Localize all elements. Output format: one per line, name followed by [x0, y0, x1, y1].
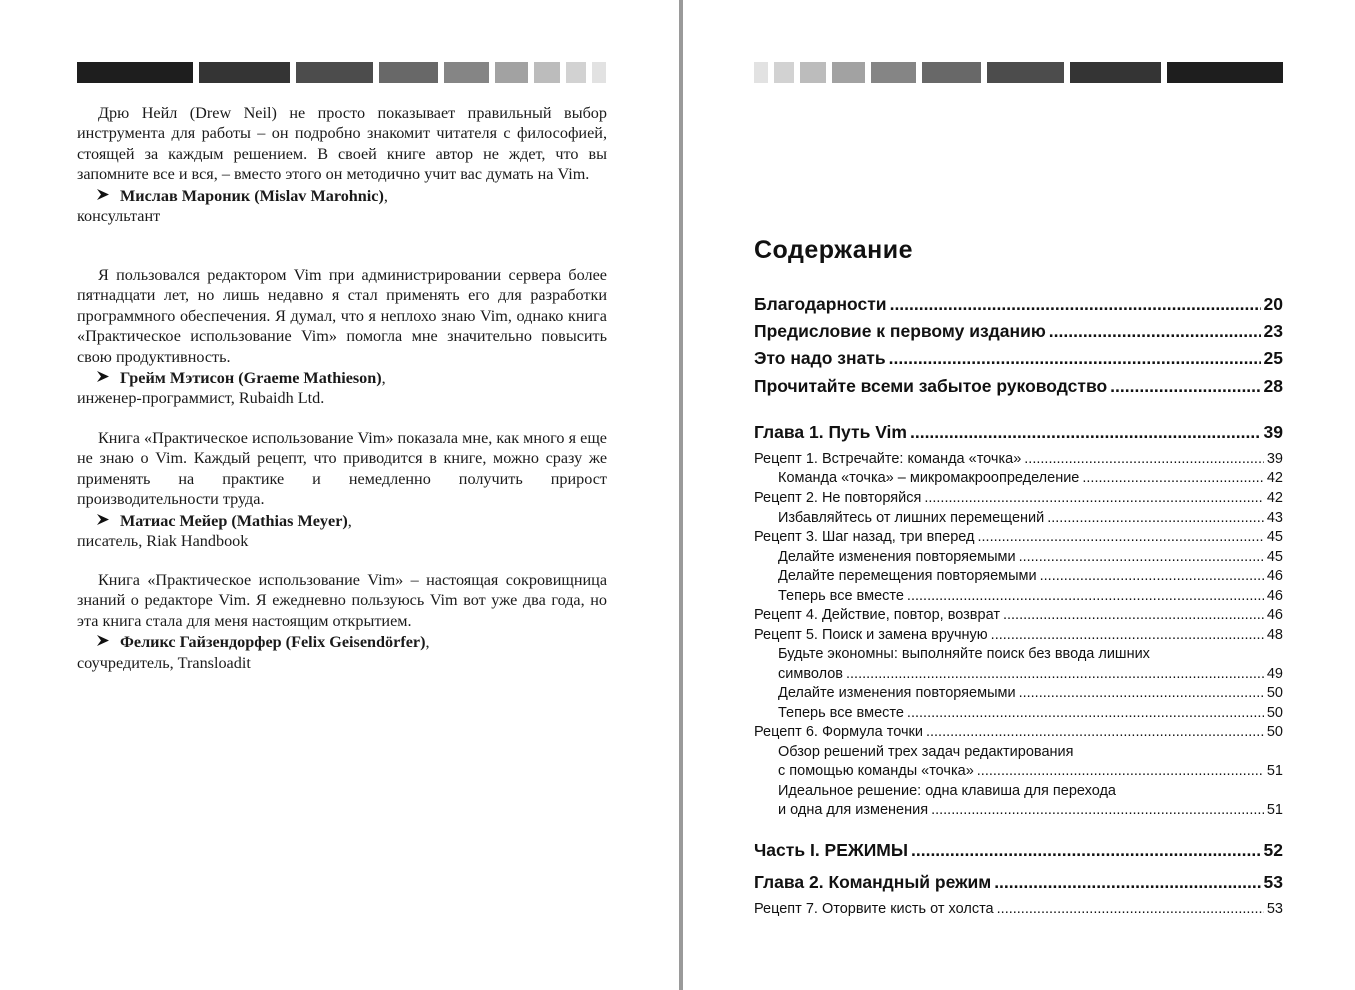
toc-entry-title: Обзор решений трех задач редактирования: [778, 744, 1074, 760]
arrowhead-bullet-icon: [96, 632, 118, 652]
page-title: Содержание: [754, 236, 914, 264]
toc-entry-title: Рецепт 2. Не повторяйся: [754, 490, 922, 506]
toc-entry-page: 51: [1266, 763, 1283, 779]
toc-entry-title: Команда «точка» – микромакроопределение: [778, 470, 1080, 486]
toc-entry[interactable]: [778, 470, 1283, 486]
toc-entry[interactable]: [754, 724, 1283, 740]
toc-entry-page: 50: [1266, 705, 1283, 721]
toc-leader-dots: [889, 348, 1261, 369]
toc-leader-dots: [1082, 470, 1263, 486]
header-bar-segment: [800, 62, 826, 83]
toc-leader-dots: [890, 294, 1261, 315]
review-author: Феликс Гайзендорфер (Felix Geisendörfer),: [96, 632, 607, 652]
review-author: Мислав Мароник (Mislav Marohnic),: [96, 186, 607, 206]
author-name: Мислав Мароник (Mislav Marohnic): [120, 186, 384, 205]
review-author: Матиас Мейер (Mathias Meyer),: [96, 511, 607, 531]
toc-entry-page: 45: [1266, 529, 1283, 545]
toc-entry-page: 25: [1263, 348, 1283, 368]
toc-leader-dots: [1049, 321, 1261, 342]
toc-entry-page: 23: [1263, 321, 1283, 341]
toc-entry[interactable]: [754, 422, 1283, 443]
toc-leader-dots: [994, 872, 1260, 893]
toc-entry-page: 42: [1266, 490, 1283, 506]
toc-entry[interactable]: [754, 529, 1283, 545]
toc-entry-page: 53: [1266, 901, 1283, 917]
toc-entry-page: 51: [1266, 802, 1283, 818]
toc-entry-page: 45: [1266, 549, 1283, 565]
toc-entry-page: 52: [1263, 840, 1283, 860]
toc-entry-page: 53: [1263, 872, 1283, 892]
toc-leader-dots: [1110, 376, 1260, 397]
toc-entry-page: 39: [1266, 451, 1283, 467]
review-text: Дрю Нейл (Drew Neil) не просто показывает правильный выбор инструмента для работы – он подробно знакомит читателя с философией, стоящей за каждым решением. В своей книге автор не ждет, что вы запомните все и вся, – вместо этого он методично учит вас думать на Vim.: [77, 104, 607, 184]
toc-leader-dots: [907, 588, 1264, 604]
toc-entry[interactable]: [778, 549, 1283, 565]
header-bar-segment: [534, 62, 560, 83]
toc-entry-title: Теперь все вместе: [778, 705, 904, 721]
toc-leader-dots: [1003, 607, 1264, 623]
toc-entry-title: Будьте экономны: выполняйте поиск без ввода лишних: [778, 646, 1150, 662]
header-bar-segment: [871, 62, 916, 83]
review-block: [77, 265, 607, 409]
toc-entry[interactable]: [754, 376, 1283, 397]
review-author: Грейм Мэтисон (Graeme Mathieson),: [96, 368, 607, 388]
header-bar-segment: [199, 62, 290, 83]
review-block: [77, 103, 607, 226]
toc-leader-dots: [911, 840, 1261, 861]
header-bar-segment: [987, 62, 1064, 83]
toc-leader-dots: [931, 802, 1264, 818]
review-text: Книга «Практическое использование Vim» – настоящая сокровищница знаний о редакторе Vim. Я ежедневно пользуюсь Vim вот уже два года, но эта книга стала для меня настоящим открытием.: [77, 571, 607, 630]
toc-entry-title: Избавляйтесь от лишних перемещений: [778, 510, 1045, 526]
left-header-bars: [77, 62, 606, 83]
toc-leader-dots: [1024, 451, 1264, 467]
toc-leader-dots: [846, 666, 1264, 682]
toc-entry[interactable]: [778, 685, 1283, 701]
toc-entry-title: Глава 2. Командный режим: [754, 872, 992, 892]
header-bar-segment: [832, 62, 865, 83]
toc-entry-page: 42: [1266, 470, 1283, 486]
toc-leader-dots: [926, 724, 1264, 740]
toc-entry-title: Прочитайте всеми забытое руководство: [754, 376, 1108, 396]
toc-leader-dots: [1040, 568, 1264, 584]
toc-entry-page: 50: [1266, 685, 1283, 701]
header-bar-segment: [592, 62, 606, 83]
toc-entry-page: 48: [1266, 627, 1283, 643]
header-bar-segment: [495, 62, 528, 83]
header-bar-segment: [296, 62, 373, 83]
author-role: консультант: [77, 207, 161, 226]
toc-entry[interactable]: [754, 901, 1283, 917]
toc-entry[interactable]: [778, 588, 1283, 604]
header-bar-segment: [754, 62, 768, 83]
review-block: [77, 428, 607, 551]
toc-entry-title: Рецепт 4. Действие, повтор, возврат: [754, 607, 1000, 623]
toc-entry-title-cont: и одна для изменения: [778, 802, 929, 818]
toc-entry-title: Рецепт 3. Шаг назад, три вперед: [754, 529, 975, 545]
toc-leader-dots: [907, 705, 1264, 721]
toc-entry-title: Рецепт 6. Формула точки: [754, 724, 923, 740]
header-bar-segment: [379, 62, 438, 83]
toc-entry[interactable]: [754, 451, 1283, 467]
right-page: [683, 0, 1355, 990]
toc-leader-dots: [977, 529, 1263, 545]
toc-entry[interactable]: [778, 705, 1283, 721]
toc-entry-page: 46: [1266, 588, 1283, 604]
toc-leader-dots: [991, 627, 1264, 643]
toc-entry-title: Идеальное решение: одна клавиша для перехода: [778, 783, 1116, 799]
toc-entry-title: Рецепт 5. Поиск и замена вручную: [754, 627, 988, 643]
toc-leader-dots: [924, 490, 1264, 506]
author-role: соучредитель, Transloadit: [77, 653, 251, 672]
toc-entry-page: 46: [1266, 568, 1283, 584]
toc-leader-dots: [910, 422, 1261, 443]
toc-entry-page: 43: [1266, 510, 1283, 526]
toc-entry-title: Делайте изменения повторяемыми: [778, 549, 1016, 565]
toc-entry[interactable]: [778, 802, 1283, 818]
header-bar-segment: [566, 62, 586, 83]
review-text: Я пользовался редактором Vim при администрировании сервера более пятнадцати лет, но лишь недавно я стал применять его для разработки программного обеспечения. Я думал, что я неплохо знаю Vim, однако книга «Практическое использование Vim» помогла мне значительно повысить свою продуктивность.: [77, 266, 607, 366]
toc-entry-title: Благодарности: [754, 294, 887, 314]
toc-entry-page: 46: [1266, 607, 1283, 623]
toc-entry[interactable]: [778, 763, 1283, 779]
header-bar-segment: [77, 62, 193, 83]
header-bar-segment: [1070, 62, 1161, 83]
toc-entry-title: Теперь все вместе: [778, 588, 904, 604]
toc-entry-title: Глава 1. Путь Vim: [754, 422, 907, 442]
toc-entry-title-cont: символов: [778, 666, 843, 682]
toc-entry[interactable]: [754, 840, 1283, 861]
author-role: писатель, Riak Handbook: [77, 532, 249, 551]
toc-entry-title: Это надо знать: [754, 348, 886, 368]
toc-entry[interactable]: [754, 607, 1283, 623]
author-name: Матиас Мейер (Mathias Meyer): [120, 511, 348, 530]
toc-entry[interactable]: [778, 666, 1283, 682]
toc-entry-page: 39: [1263, 422, 1283, 442]
toc-entry-title: Делайте изменения повторяемыми: [778, 685, 1016, 701]
toc-entry-page: 28: [1263, 376, 1283, 396]
toc-entry[interactable]: [754, 294, 1283, 315]
toc-entry[interactable]: [778, 510, 1283, 526]
header-bar-segment: [444, 62, 489, 83]
author-role: инженер-программист, Rubaidh Ltd.: [77, 389, 325, 408]
header-bar-segment: [922, 62, 981, 83]
toc-entry-title: Делайте перемещения повторяемыми: [778, 568, 1037, 584]
toc-entry-page: 20: [1263, 294, 1283, 314]
header-bar-segment: [774, 62, 794, 83]
toc-entry-title: Предисловие к первому изданию: [754, 321, 1046, 341]
toc-entry-page: 50: [1266, 724, 1283, 740]
toc-leader-dots: [977, 763, 1264, 779]
toc-entry[interactable]: [754, 872, 1283, 893]
toc-leader-dots: [1047, 510, 1264, 526]
toc-entry-title: Рецепт 7. Оторвите кисть от холста: [754, 901, 994, 917]
toc-entry[interactable]: [754, 490, 1283, 506]
arrowhead-bullet-icon: [96, 368, 118, 388]
author-name: Грейм Мэтисон (Graeme Mathieson): [120, 369, 382, 388]
toc-entry[interactable]: [754, 348, 1283, 369]
toc-entry[interactable]: [754, 627, 1283, 643]
arrowhead-bullet-icon: [96, 186, 118, 206]
toc-entry-page: 49: [1266, 666, 1283, 682]
toc-entry[interactable]: [778, 568, 1283, 584]
toc-entry-title-cont: с помощью команды «точка»: [778, 763, 974, 779]
toc-entry-title: Часть I. РЕЖИМЫ: [754, 840, 908, 860]
arrowhead-bullet-icon: [96, 511, 118, 531]
toc-leader-dots: [1019, 549, 1264, 565]
author-name: Феликс Гайзендорфер (Felix Geisendörfer): [120, 633, 426, 652]
review-text: Книга «Практическое использование Vim» показала мне, как много я еще не знаю о Vim. Каждый рецепт, что приводится в книге, можно сразу же применять на практике и немедленно получить прирост производительности труда.: [77, 429, 607, 509]
toc-leader-dots: [997, 901, 1264, 917]
toc-leader-dots: [1019, 685, 1264, 701]
toc-entry[interactable]: [754, 321, 1283, 342]
toc-entry-title: Рецепт 1. Встречайте: команда «точка»: [754, 451, 1022, 467]
header-bar-segment: [1167, 62, 1283, 83]
review-block: [77, 570, 607, 673]
right-header-bars: [754, 62, 1283, 83]
